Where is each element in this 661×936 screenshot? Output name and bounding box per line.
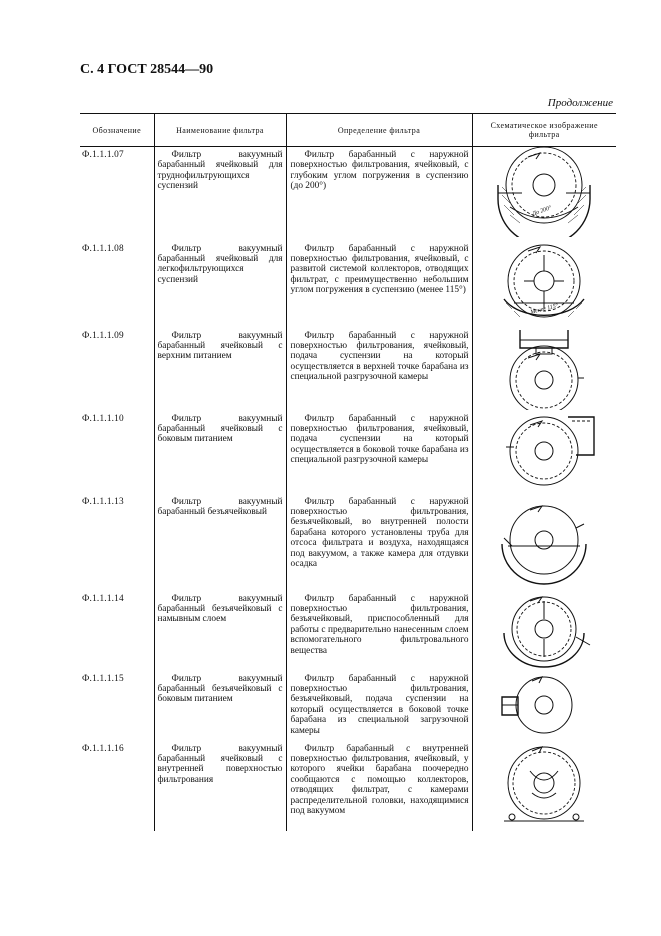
- filter-definition: Фильтр барабанный с наружной поверхностью фильтрования, ячейковый, подача суспензии на который осуществляется в боковой точке барабана из специальной разгрузочной камеры: [290, 413, 469, 466]
- filter-code: Ф.1.1.1.14: [82, 593, 124, 604]
- drum-filter-top-feed-icon: [484, 328, 604, 410]
- table-header-row: [80, 114, 616, 147]
- filter-name: Фильтр вакуумный барабанный ячейковый для легкофильтрующихся суспензий: [157, 243, 283, 285]
- filter-name: Фильтр вакуумный барабанный ячейковый с внутренней поверхностью фильтрования: [157, 743, 283, 785]
- filter-name: Фильтр вакуумный барабанный ячейковый с боковым питанием: [157, 413, 283, 445]
- filter-definition: Фильтр барабанный с наружной поверхностью фильтрования, ячейковый, подача суспензии на который осуществляется в верхней точке барабана из специальной разгрузочной камеры: [290, 330, 469, 383]
- filter-name: Фильтр вакуумный барабанный безъячейковый с боковым питанием: [157, 673, 283, 705]
- drum-filter-cell-less-side-feed-icon: [484, 671, 604, 737]
- immersion-angle-label: До 200°: [532, 205, 553, 218]
- column-header-code: Обозначение: [80, 114, 154, 147]
- filter-definition: Фильтр барабанный с наружной поверхностью фильтрования, безъячейковый, приспособленный для работы с предварительно нанесенным слоем вспомогательного фильтровального вещества: [290, 593, 469, 656]
- filter-definition: Фильтр барабанный с наружной поверхностью фильтрования, ячейковый, с развитой системой коллекторов, отводящих фильтрат, с преимущественно небольшим углом погружения в суспензию (менее 115°): [290, 243, 469, 296]
- table-row: [80, 494, 616, 591]
- immersion-angle-label: Менее 115°: [530, 302, 560, 316]
- drum-filter-deep-immersion-icon: [484, 147, 604, 237]
- filter-code: Ф.1.1.1.09: [82, 330, 124, 341]
- drum-filter-internal-surface-icon: [484, 741, 604, 827]
- filter-definition: Фильтр барабанный с внутренней поверхностью фильтрования, ячейковый, у которого ячейки барабана поочередно сообщаются с помощью коллекторов, отводящих фильтрат, с камерами распределительной головки, находящимися под вакуумом: [290, 743, 469, 816]
- table-row: [80, 147, 616, 241]
- filter-name: Фильтр вакуумный барабанный безъячейковый: [157, 496, 283, 517]
- column-header-definition: Определение фильтра: [286, 114, 472, 147]
- drum-filter-precoat-icon: [484, 591, 604, 669]
- filter-name: Фильтр вакуумный барабанный ячейковый для труднофильтрующихся суспензий: [157, 150, 283, 192]
- table-row: [80, 328, 616, 411]
- table-row: [80, 671, 616, 741]
- table-row: [80, 241, 616, 328]
- filter-name: Фильтр вакуумный барабанный безъячейковый с намывным слоем: [157, 593, 283, 625]
- filter-name: Фильтр вакуумный барабанный ячейковый с верхним питанием: [157, 330, 283, 362]
- drum-filter-shallow-immersion-icon: [484, 241, 604, 327]
- drum-filter-cell-less-icon: [484, 494, 604, 588]
- table-row: [80, 591, 616, 671]
- filter-code: Ф.1.1.1.13: [82, 496, 124, 507]
- drum-filter-side-feed-icon: [484, 411, 604, 491]
- filter-definition: Фильтр барабанный с наружной поверхностью фильтрования, безъячейковый, во внутренней полости барабана которого установлены труба для отсоса фильтрата и воздуха, находящаяся под вакуумом, а также камера для отдувки осадка: [290, 496, 469, 569]
- filter-definition: Фильтр барабанный с наружной поверхностью фильтрования, ячейковый, с глубоким углом погружения в суспензию (до 200°): [290, 150, 469, 192]
- filter-code: Ф.1.1.1.15: [82, 673, 124, 684]
- filter-code: Ф.1.1.1.16: [82, 743, 124, 754]
- filter-table: [80, 113, 616, 831]
- column-header-scheme: Схематическое изображение фильтра: [472, 114, 616, 147]
- filter-code: Ф.1.1.1.10: [82, 413, 124, 424]
- filter-definition: Фильтр барабанный с наружной поверхностью фильтрования, безъячейковый, подача суспензии на который осуществляется в боковой точке барабана из специальной загрузочной камеры: [290, 673, 469, 736]
- page-header: С. 4 ГОСТ 28544—90: [80, 62, 214, 77]
- filter-code: Ф.1.1.1.07: [82, 150, 124, 160]
- column-header-name: Наименование фильтра: [154, 114, 286, 147]
- table-row: [80, 411, 616, 494]
- filter-code: Ф.1.1.1.08: [82, 243, 124, 254]
- table-row: [80, 741, 616, 831]
- continuation-label: Продолжение: [547, 97, 613, 109]
